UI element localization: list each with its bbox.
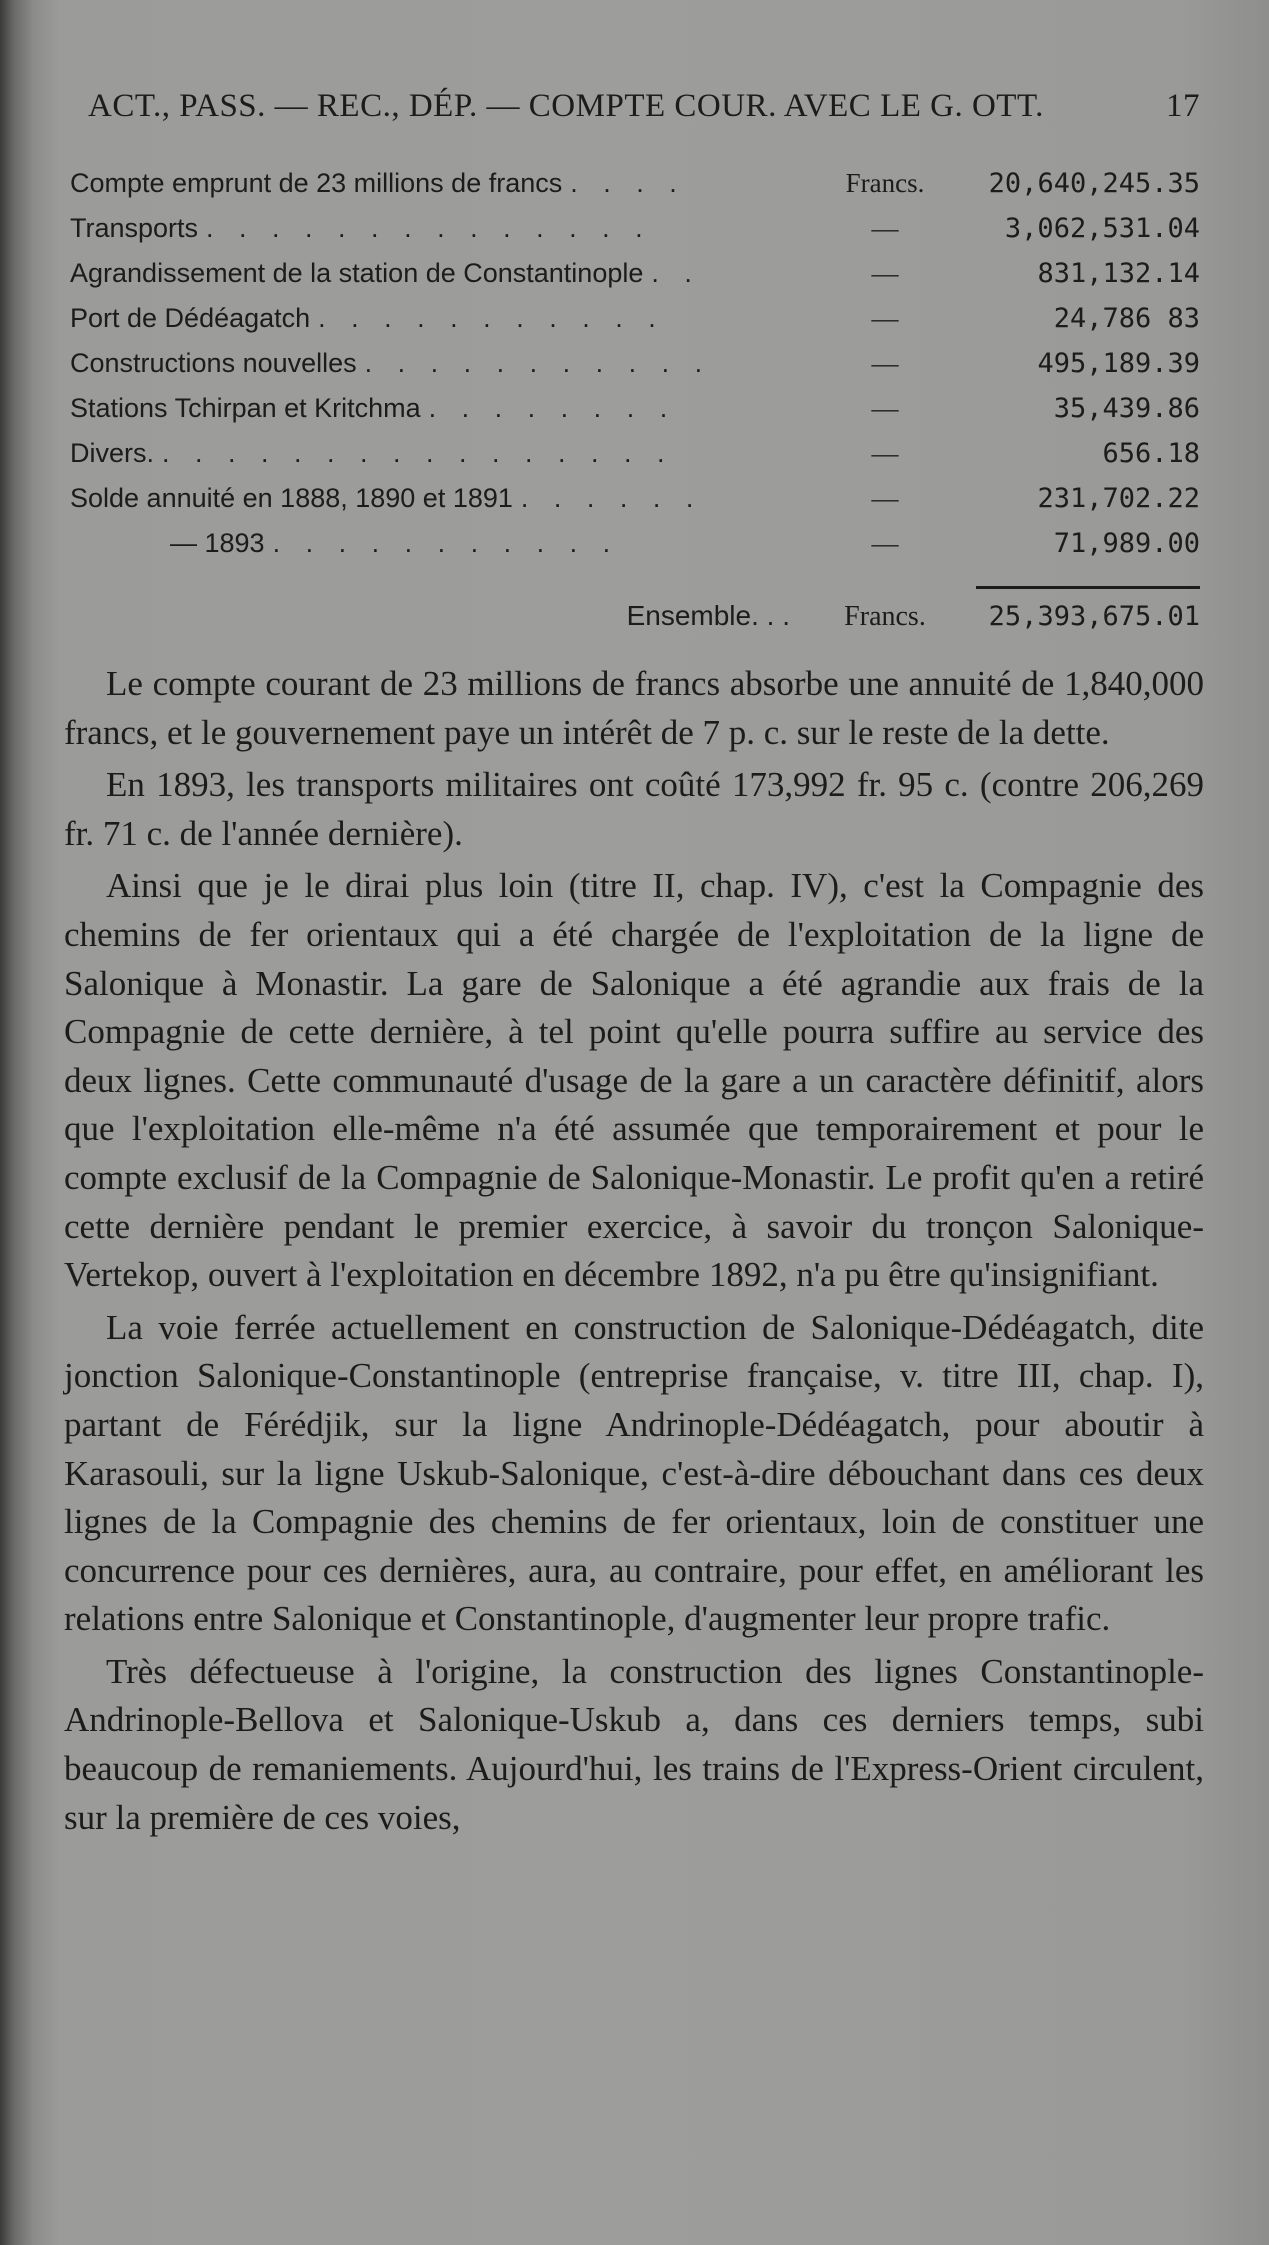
leader-dots: . . . . . . . . . . . . . . bbox=[206, 213, 652, 243]
ledger-amount: 3,062,531.04 bbox=[1004, 213, 1200, 244]
body-text bbox=[64, 660, 1204, 1846]
leader-dots: . . . . . . . . bbox=[428, 393, 677, 423]
ledger-row bbox=[70, 168, 1200, 213]
paragraph: En 1893, les transports militaires ont coûté 173,992 fr. 95 c. (contre 206,269 fr. 71 c. de l'année dernière). bbox=[64, 765, 1204, 853]
ledger-amount: 20,640,245.35 bbox=[988, 168, 1200, 199]
ledger-total-row bbox=[70, 600, 1200, 633]
ledger-row bbox=[70, 348, 1200, 393]
ledger-currency: — bbox=[871, 528, 899, 558]
leader-dots: . . . . . . bbox=[520, 483, 703, 513]
total-currency: Francs. bbox=[844, 601, 926, 632]
total-amount: 25,393,675.01 bbox=[988, 601, 1200, 632]
ledger-row bbox=[70, 528, 1200, 573]
leader-dots: . . . . bbox=[570, 168, 686, 198]
ledger-currency: — bbox=[871, 303, 899, 333]
ledger-currency: — bbox=[871, 483, 899, 513]
ledger-currency: Francs. bbox=[845, 168, 925, 198]
ledger-label: Solde annuité en 1888, 1890 et 1891 bbox=[70, 483, 513, 513]
ledger-currency: — bbox=[871, 393, 899, 423]
ledger-amount: 35,439.86 bbox=[1053, 393, 1200, 424]
ledger-currency: — bbox=[871, 258, 899, 288]
ledger-currency: — bbox=[871, 348, 899, 378]
ledger-amount: 71,989.00 bbox=[1053, 528, 1200, 559]
ledger-label: Agrandissement de la station de Constantinople bbox=[70, 258, 644, 288]
leader-dots: . . bbox=[651, 258, 701, 288]
ledger-label: Constructions nouvelles bbox=[70, 348, 357, 378]
page-number: 17 bbox=[1166, 88, 1200, 124]
paragraph: Ainsi que je le dirai plus loin (titre II, chap. IV), c'est la Compagnie des chemins de fer orientaux qui a été chargée de l'exploitation de la ligne de Salonique à Monastir. La gare de Salonique a été agrandie aux frais de la Compagnie de cette dernière, à tel point qu'elle pourra suffire au service des deux lignes. Cette communauté d'usage de la gare a un caractère définitif, alors que l'exploitation elle-même n'a été assumée que temporairement et pour le compte exclusif de la Compagnie de Salonique-Monastir. Le profit qu'en a retiré cette dernière pendant le premier exercice, à savoir du tronçon Salonique-Vertekop, ouvert à l'exploitation en décembre 1892, n'a pu être qu'insignifiant. bbox=[64, 866, 1204, 1295]
accounts-ledger bbox=[70, 168, 1200, 573]
ledger-currency: — bbox=[871, 213, 899, 243]
ledger-amount: 24,786 83 bbox=[1053, 303, 1200, 334]
leader-dots: . . . . . . . . . . . bbox=[364, 348, 712, 378]
ledger-row bbox=[70, 303, 1200, 348]
leader-dots: . . . . . . . . . . . bbox=[272, 528, 620, 558]
paragraph: Très défectueuse à l'origine, la construction des lignes Constantinople-Andrinople-Bellova et Salonique-Uskub a, dans ces derniers temps, subi beaucoup de remaniements. Aujourd'hui, les trains de l'Express-Orient circulent, sur la première de ces voies, bbox=[64, 1651, 1204, 1837]
ledger-row bbox=[70, 213, 1200, 258]
total-label: Ensemble. . . bbox=[626, 600, 790, 631]
paragraph: Le compte courant de 23 millions de francs absorbe une annuité de 1,840,000 francs, et le gouvernement paye un intérêt de 7 p. c. sur le reste de la dette. bbox=[64, 664, 1204, 752]
ledger-row bbox=[70, 483, 1200, 528]
paragraph: La voie ferrée actuellement en construction de Salonique-Dédéagatch, dite jonction Salonique-Constantinople (entreprise française, v. titre III, chap. I), partant de Férédjik, sur la ligne Andrinople-Dédéagatch, pour aboutir à Karasouli, sur la ligne Uskub-Salonique, c'est-à-dire débouchant dans ces deux lignes de la Compagnie des chemins de fer orientaux, loin de constituer une concurrence pour ces dernières, aura, au contraire, pour effet, en améliorant les relations entre Salonique et Constantinople, d'augmenter leur propre trafic. bbox=[64, 1307, 1204, 1639]
ledger-amount: 231,702.22 bbox=[1037, 483, 1200, 514]
ledger-row bbox=[70, 258, 1200, 303]
ledger-row bbox=[70, 393, 1200, 438]
leader-dots: . . . . . . . . . . . . . . . . bbox=[162, 438, 674, 468]
ledger-label: Compte emprunt de 23 millions de francs bbox=[70, 168, 563, 198]
ledger-label: — 1893 bbox=[170, 528, 265, 558]
ledger-label: Transports bbox=[70, 213, 199, 243]
ledger-label: Stations Tchirpan et Kritchma bbox=[70, 393, 421, 423]
running-header bbox=[88, 88, 1200, 125]
ledger-currency: — bbox=[871, 438, 899, 468]
header-title: ACT., PASS. — REC., DÉP. — COMPTE COUR. AVEC LE G. OTT. bbox=[88, 88, 1044, 124]
total-rule bbox=[976, 586, 1200, 589]
ledger-row bbox=[70, 438, 1200, 483]
ledger-amount: 495,189.39 bbox=[1037, 348, 1200, 379]
ledger-label: Divers. bbox=[70, 438, 155, 468]
ledger-label: Port de Dédéagatch bbox=[70, 303, 311, 333]
leader-dots: . . . . . . . . . . . bbox=[318, 303, 665, 333]
ledger-amount: 831,132.14 bbox=[1037, 258, 1200, 289]
ledger-amount: 656.18 bbox=[1102, 438, 1200, 469]
